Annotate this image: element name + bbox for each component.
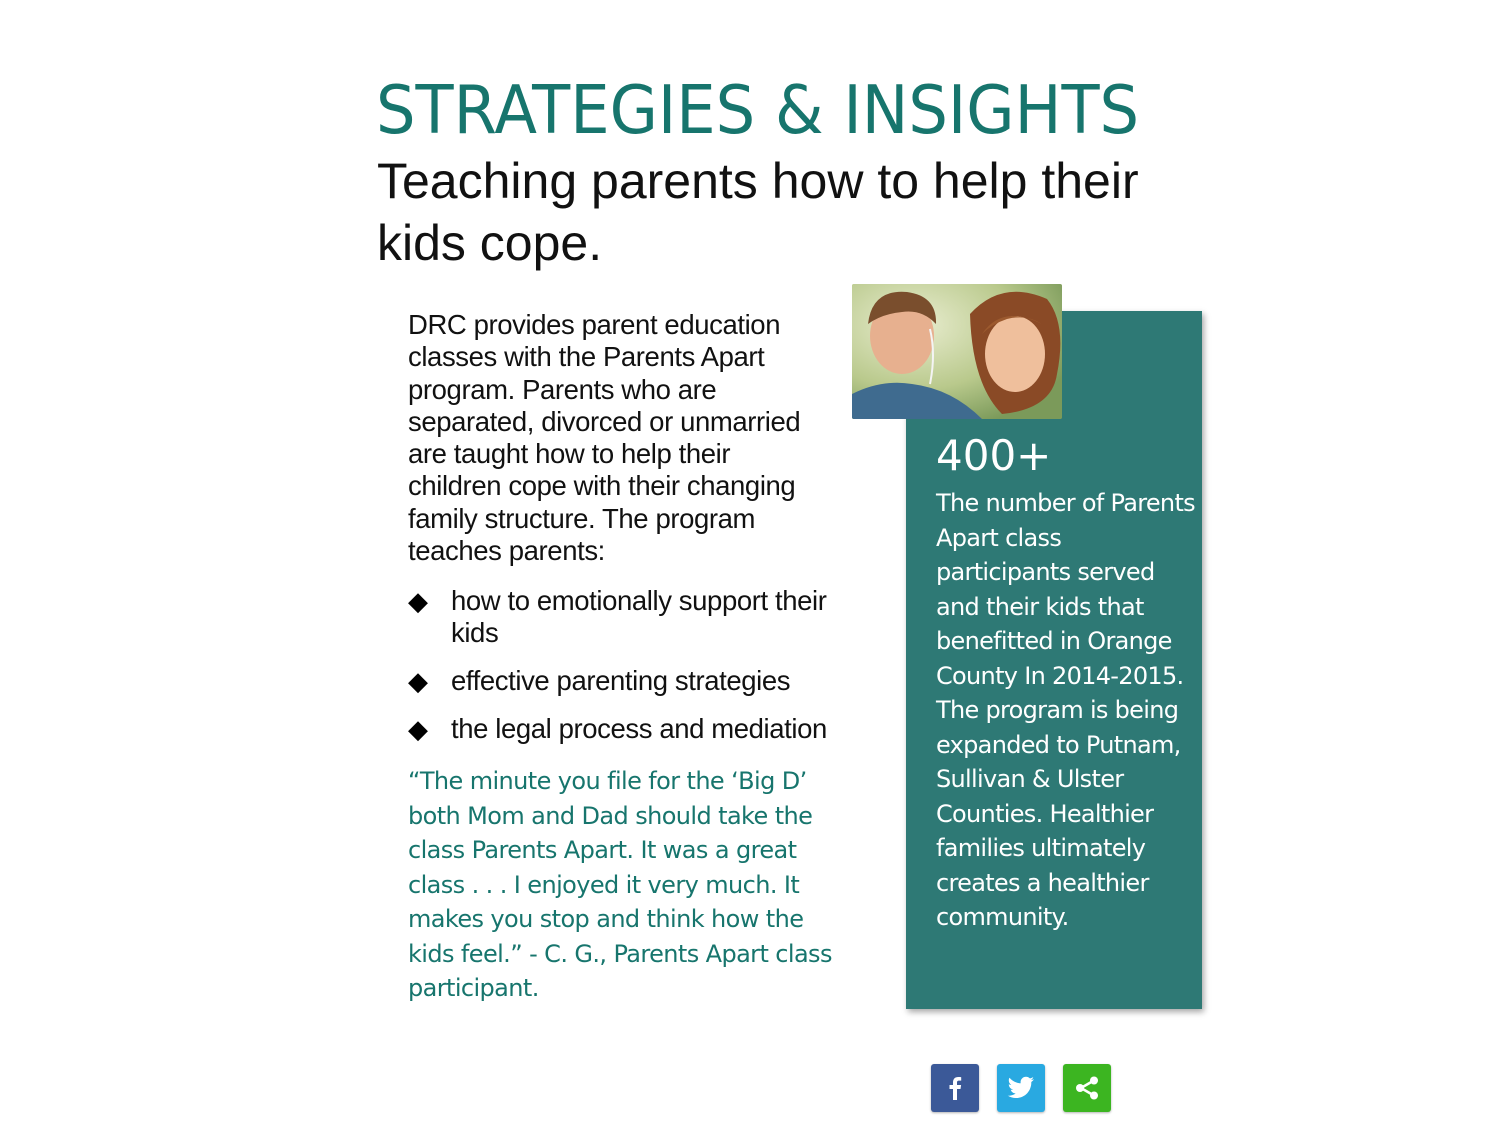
- list-item: [408, 585, 848, 649]
- intro-paragraph: DRC provides parent education classes with the Parents Apart program. Parents who are separated, divorced or unmarried are taught how to help their children cope with their changing family structure. The program teaches parents:: [408, 309, 801, 567]
- bullet-text: the legal process and mediation: [451, 713, 827, 744]
- twitter-share-button[interactable]: [997, 1064, 1045, 1112]
- facebook-icon: [941, 1074, 969, 1102]
- facebook-share-button[interactable]: [931, 1064, 979, 1112]
- bullet-list: [408, 585, 848, 761]
- stat-number: 400+: [936, 431, 1052, 480]
- diamond-bullet-icon: ◆: [408, 666, 428, 696]
- list-item: [408, 665, 848, 697]
- testimonial-quote: “The minute you file for the ‘Big D’ both Mom and Dad should take the class Parents Apart. It was a great class . . . I enjoyed it very much. It makes you stop and think how the kids feel.” - C. G., Parents Apart class participant.: [408, 767, 832, 1002]
- stat-description: The number of Parents Apart class participants served and their kids that benefitted in Orange County In 2014-2015. The program is being expanded to Putnam, Sullivan & Ulster Counties. Healthier families ultimately creates a healthier community.: [936, 489, 1195, 931]
- page-subtitle: Teaching parents how to help their kids cope.: [377, 153, 1139, 271]
- kids-photo: [852, 284, 1062, 419]
- page-title: STRATEGIES & INSIGHTS: [376, 71, 1140, 149]
- twitter-icon: [1006, 1075, 1036, 1101]
- diamond-bullet-icon: ◆: [408, 714, 428, 744]
- list-item: [408, 713, 848, 745]
- bullet-text: effective parenting strategies: [451, 665, 791, 696]
- share-icon: [1073, 1074, 1101, 1102]
- diamond-bullet-icon: ◆: [408, 586, 428, 616]
- bullet-text: how to emotionally support their kids: [451, 585, 827, 648]
- share-button[interactable]: [1063, 1064, 1111, 1112]
- kids-photo-illustration: [852, 284, 1062, 419]
